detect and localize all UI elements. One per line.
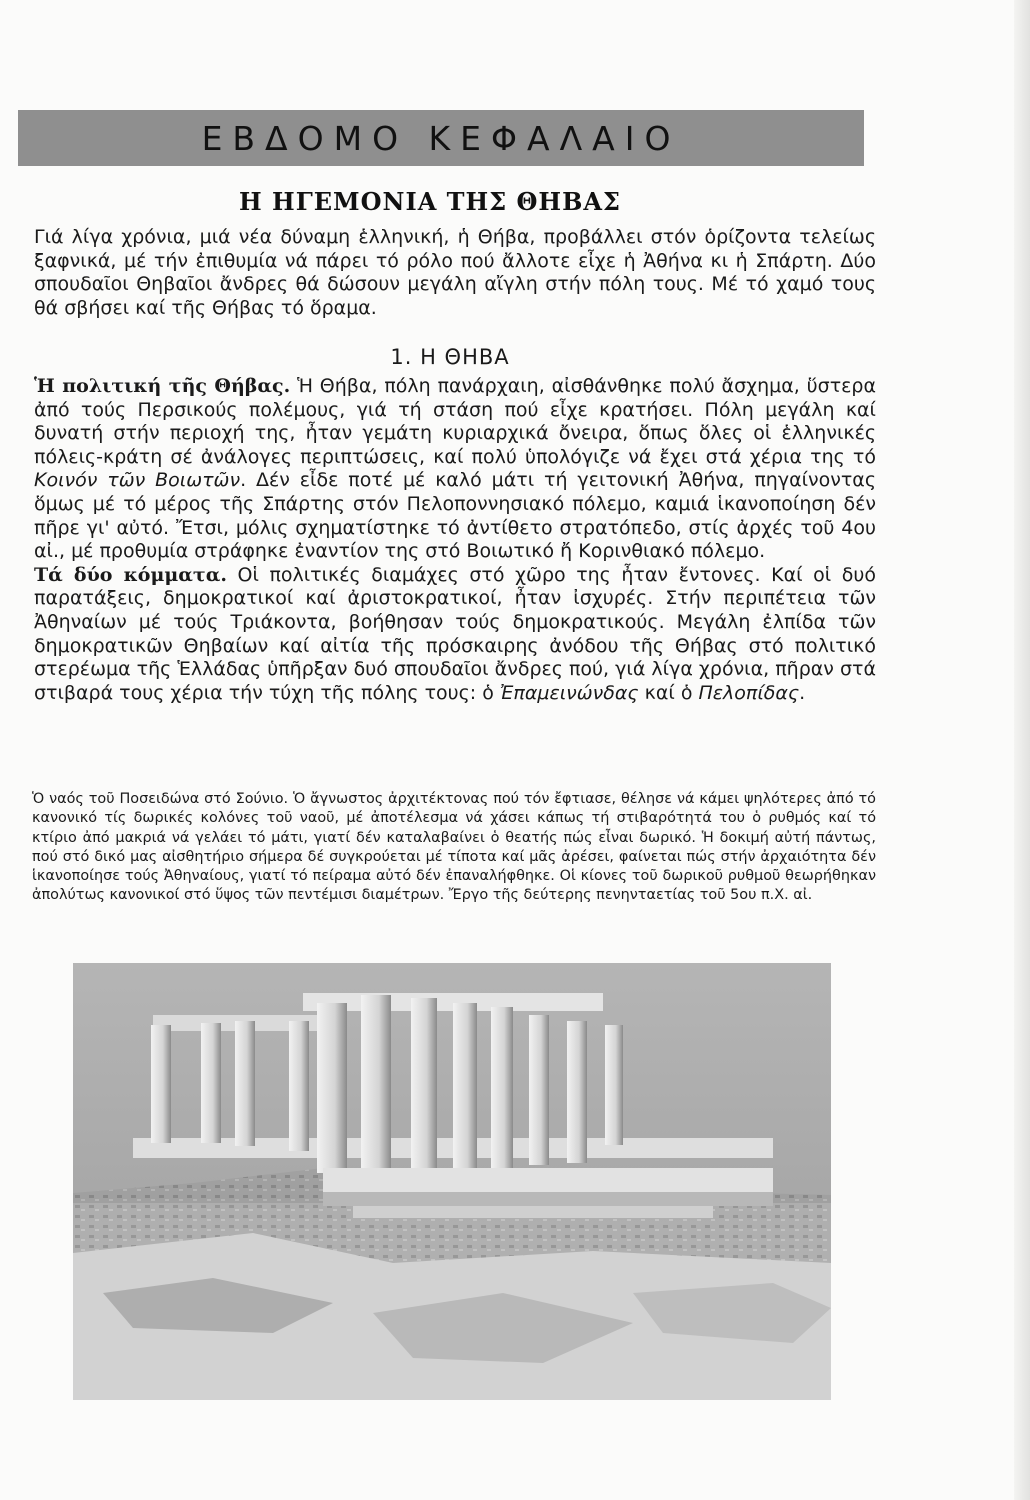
- chapter-label: ΕΒΔΟΜΟ ΚΕΦΑΛΑΙΟ: [201, 118, 681, 158]
- temple-illustration: [73, 963, 831, 1400]
- figure-caption: Ὁ ναός τοῦ Ποσειδώνα στό Σούνιο. Ὁ ἄγνωστος ἀρχιτέκτονας πού τόν ἔφτιασε, θέλησε νά κάμει ψηλότερες ἀπό τό κανονικό τίς δωρικές κολόνες τοῦ ναοῦ, μέ ἀποτέλεσμα νά χάσει κάπως τή στιβαρότητά του ὁ ρυθμός καί τό κτίριο ἀπό μακριά νά γελάει τό μάτι, γιατί δέν καταλαβαίνει ὁ θεατής πώς εἶναι δωρικό. Ἡ δοκιμή αὐτή πάντως, πού στό δικό μας αἰσθητήριο σήμερα δέ συγκρούεται μέ τίποτα καί μᾶς ἀρέσει, φαίνεται πώς στήν ἀρχαιότητα δέν ἱκανοποίησε τούς Ἀθηναίους, γιατί τό πείραμα αὐτό δέν ἐπαναλήφθηκε. Οἱ κίονες τοῦ δωρικοῦ ρυθμοῦ θεωρήθηκαν ἀπολύτως κανονικοί στό ὕψος τῶν πεντέμισι διαμέτρων. Ἔργο τῆς δεύτερης πενηνταετίας τοῦ 5ου π.Χ. αἰ.: [32, 791, 876, 904]
- paragraph-text: . Δέν εἶδε ποτέ μέ καλό μάτι τή γειτονική Ἀθήνα, πηγαίνοντας ὅμως μέ τό μέρος τῆς Σπάρτης στόν Πελοποννησιακό πόλεμο, καμιά ἱκανοποίηση δέν πῆρε γι' αὐτό. Ἔτσι, μόλις σχηματίστηκε τό ἀντίθετο στρατόπεδο, στίς ἀρχές τοῦ 4ου αἰ., μέ προθυμία στράφηκε ἐναντίον της στό Βοιωτικό ἤ Κορινθιακό πόλεμο.: [34, 469, 876, 563]
- chapter-header-band: [18, 110, 864, 166]
- italic-term: Κοινόν τῶν Βοιωτῶν: [34, 469, 241, 492]
- paragraph-text: Οἱ πολιτικές διαμάχες στό χῶρο της ἦταν ἔντονες. Καί οἱ δυό παρατάξεις, δημοκρατικοί καί ἀριστοκρατικοί, ἦταν ἰσχυρές. Στήν περιπέτεια τῶν Ἀθηναίων μέ τούς Τριάκοντα, βοήθησαν τούς δημοκρατικούς. Μεγάλη ἐλπίδα τῶν δημοκρατικῶν Θηβαίων καί αἰτία τῆς πρόσκαιρης ἀνόδου τῆς Θήβας στό πολιτικό στερέωμα τῆς Ἑλλάδας ὑπῆρξαν δυό σπουδαῖοι ἄνδρες πού, γιά λίγα χρόνια, πῆραν στά στιβαρά τους χέρια τήν τύχη τῆς πόλης τους: ὁ: [34, 563, 876, 704]
- section-body: [34, 375, 876, 705]
- italic-name: Ἐπαμεινώνδας: [499, 681, 639, 704]
- paragraph-text: Ἡ Θήβα, πόλη πανάρχαιη, αἰσθάνθηκε πολύ ἄσχημα, ὕστερα ἀπό τούς Περσικούς πολέμους, γιά τή στάση πού εἶχε κρατήσει. Πόλη μεγάλη καί δυνατή στήν περιοχή της, ἦταν γεμάτη κυριαρχικά ὄνειρα, ὅπως ὅλες οἱ ἑλληνικές πόλεις-κράτη σέ ἀνάλογες περιπτώσεις, καί πολύ ὑπολόγιζε νά ἔχει στά χέρια της τό: [34, 375, 876, 468]
- paragraph-parties: [34, 564, 876, 706]
- paragraph-text: καί ὁ: [638, 681, 699, 704]
- italic-name: Πελοπίδας: [698, 681, 800, 704]
- paragraph-heading: Ἡ πολιτική τῆς Θήβας.: [34, 375, 291, 397]
- page-edge-shadow: [1014, 0, 1030, 1500]
- temple-photo: [73, 963, 831, 1400]
- chapter-title: Η ΗΓΕΜΟΝΙΑ ΤΗΣ ΘΗΒΑΣ: [239, 187, 621, 216]
- intro-paragraph: Γιά λίγα χρόνια, μιά νέα δύναμη ἑλληνική, ἡ Θήβα, προβάλλει στόν ὁρίζοντα τελείως ξαφνικά, μέ τήν ἐπιθυμία νά πάρει τό ρόλο πού ἄλλοτε εἶχε ἡ Ἀθήνα κι ἡ Σπάρτη. Δύο σπουδαῖοι Θηβαῖοι ἄνδρες θά δώσουν μεγάλη αἴγλη στήν πόλη τους. Μέ τό χαμό τους θά σβήσει καί τῆς Θήβας τό ὅραμα.: [34, 226, 876, 319]
- section-title: 1. Η ΘΗΒΑ: [390, 345, 510, 369]
- paragraph-heading: Τά δύο κόμματα.: [34, 563, 227, 586]
- paragraph-politics: [34, 375, 876, 564]
- paragraph-text: .: [799, 681, 806, 704]
